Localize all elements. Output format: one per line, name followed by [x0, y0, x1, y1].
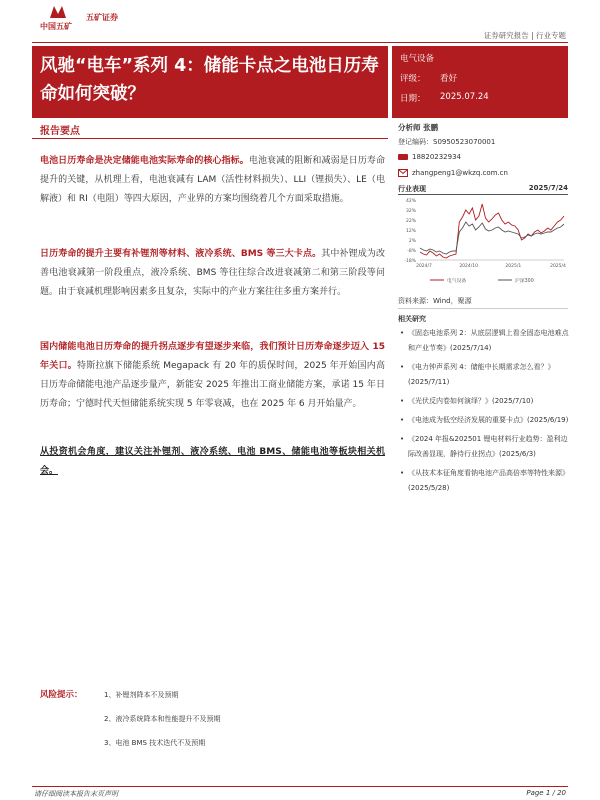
- y-tick-label: -18%: [404, 259, 416, 264]
- y-tick-label: -8%: [407, 249, 416, 254]
- rating-label: 评级：: [400, 74, 426, 84]
- analyst-phone-row: [398, 153, 568, 161]
- legend-label: 沪深300: [515, 279, 534, 284]
- y-tick-label: 2%: [408, 239, 416, 244]
- rating-value: 看好: [440, 74, 458, 84]
- section-divider: [32, 138, 388, 139]
- report-type: 证券研究报告 | 行业专题: [483, 31, 566, 40]
- related-item[interactable]: • 《固态电池系列 2：从底层逻辑上看全固态电池难点和产业节奏》(2025/7/14): [400, 326, 570, 356]
- risk-item: 3、电池 BMS 技术迭代不及预期: [104, 739, 206, 747]
- page-title: 风驰“电车”系列 4：储能卡点之电池日历寿命如何突破？: [40, 56, 379, 104]
- x-tick-label: 2025/4: [550, 264, 566, 269]
- related-item[interactable]: • 《2024 年报&202501 锂电材料行业趋势：盈利边际改善显现，静待行业拐点》(2025/6/3): [400, 432, 570, 462]
- data-source: 资料来源：Wind，聚源: [398, 297, 472, 305]
- analyst-name: 分析师 张鹏: [398, 123, 439, 132]
- paragraph-highlight: 电池日历寿命是决定储能电池实际寿命的核心指标。: [40, 156, 249, 166]
- title-banner: [32, 46, 388, 118]
- header-divider: [32, 42, 568, 43]
- paragraph-1: [40, 152, 385, 209]
- logo-icon: [48, 4, 68, 20]
- related-list: [400, 326, 570, 500]
- y-tick-label: 12%: [405, 229, 416, 234]
- x-tick-label: 2024/10: [459, 264, 479, 269]
- legend-label: 电气设备: [447, 279, 467, 284]
- paragraph-text: 电池衰减的阻断和减弱是日历寿命提升的关键，从机理上看，电池衰减有 LAM（活性材料损失）、LLI（锂损失）、LE（电解液）和 RI（电阻）等四大原因，产业界的方案均围绕着几个方面采取措施。: [40, 156, 385, 204]
- paragraph-text: 其中补锂成为改善电池衰减第一阶段重点，液冷系统、BMS 等往往综合改进衰减第二和第三阶段等问题。由于衰减机理影响因素多且复杂，实际中的产业方案往往多重方案并行。: [40, 249, 385, 297]
- performance-chart: [398, 196, 568, 288]
- related-item[interactable]: • 《电池成为低空经济发展的重要卡点》(2025/6/19): [400, 413, 570, 428]
- date-value: 2025.07.24: [440, 92, 489, 102]
- analyst-cert: 登记编码：S0950523070001: [398, 138, 496, 146]
- perf-date: 2025/7/24: [528, 184, 568, 192]
- paragraph-3: [40, 338, 385, 414]
- logo-name: 五矿证券: [86, 13, 118, 22]
- paragraph-highlight: 日历寿命的提升主要有补锂剂等材料、液冷系统、BMS 等三大卡点。: [40, 249, 322, 259]
- email-icon: [398, 169, 408, 177]
- perf-header: [398, 184, 568, 194]
- date-label: 日期：: [400, 94, 426, 104]
- analyst-phone: 18820232934: [412, 153, 461, 161]
- analyst-email[interactable]: zhangpeng1@wkzq.com.cn: [412, 169, 508, 177]
- y-tick-label: 42%: [405, 199, 416, 204]
- source-divider: [398, 308, 568, 309]
- rating-box: [392, 46, 568, 118]
- series-line-2: [420, 222, 564, 254]
- section-title: 报告要点: [40, 126, 80, 137]
- page-number: Page 1 / 20: [526, 789, 566, 797]
- logo-org: 中国五矿: [40, 22, 72, 31]
- perf-title: 行业表现: [398, 185, 426, 193]
- footer-divider: [32, 786, 568, 787]
- related-item[interactable]: • 《电力钟声系列 4：储能中长期需求怎么看？》(2025/7/11): [400, 360, 570, 390]
- y-tick-label: 32%: [405, 209, 416, 214]
- perf-divider: [398, 194, 568, 195]
- paragraph-4: [40, 443, 385, 481]
- related-item[interactable]: • 《从技术本征角度看钠电池产品高倍率等特性来源》(2025/5/28): [400, 466, 570, 496]
- paragraph-2: [40, 245, 385, 302]
- risk-item: 1、补锂剂降本不及预期: [104, 691, 179, 699]
- footer-disclaimer: 请仔细阅读本报告末页声明: [34, 790, 118, 798]
- x-tick-label: 2025/1: [505, 264, 522, 269]
- y-tick-label: 22%: [405, 219, 416, 224]
- paragraph-highlight: 国内储能电池日历寿命的提升拐点逐步有望逐步来临，我们预计日历寿命逐步迈入 15 年关口。: [40, 342, 385, 371]
- x-tick-label: 2024/7: [416, 264, 432, 269]
- series-line-1: [420, 204, 564, 258]
- phone-icon: [398, 153, 408, 161]
- risk-item: 2、液冷系统降本和性能提升不及预期: [104, 715, 221, 723]
- investment-conclusion: 从投资机会角度，建议关注补锂剂、液冷系统、电池 BMS、储能电池等板块相关机会。: [40, 447, 385, 476]
- related-item[interactable]: • 《光伏反内卷如何演绎？》(2025/7/10): [400, 394, 570, 409]
- paragraph-text: 特斯拉旗下储能系统 Megapack 有 20 年的质保时间，2025 年开始国内高日历寿命储能电池产品逐步量产，新能安 2025 年推出工商业储能方案，承诺 15 年日历寿命；宁德时代天恒储能系统实现 5 年零衰减，也在 2025 年 6 月开始量产。: [40, 361, 385, 409]
- page-header: [0, 0, 600, 38]
- analyst-email-row: [398, 169, 568, 177]
- related-title: 相关研究: [398, 315, 426, 323]
- industry-label: 电气设备: [400, 54, 435, 64]
- risk-label: 风险提示：: [40, 690, 83, 700]
